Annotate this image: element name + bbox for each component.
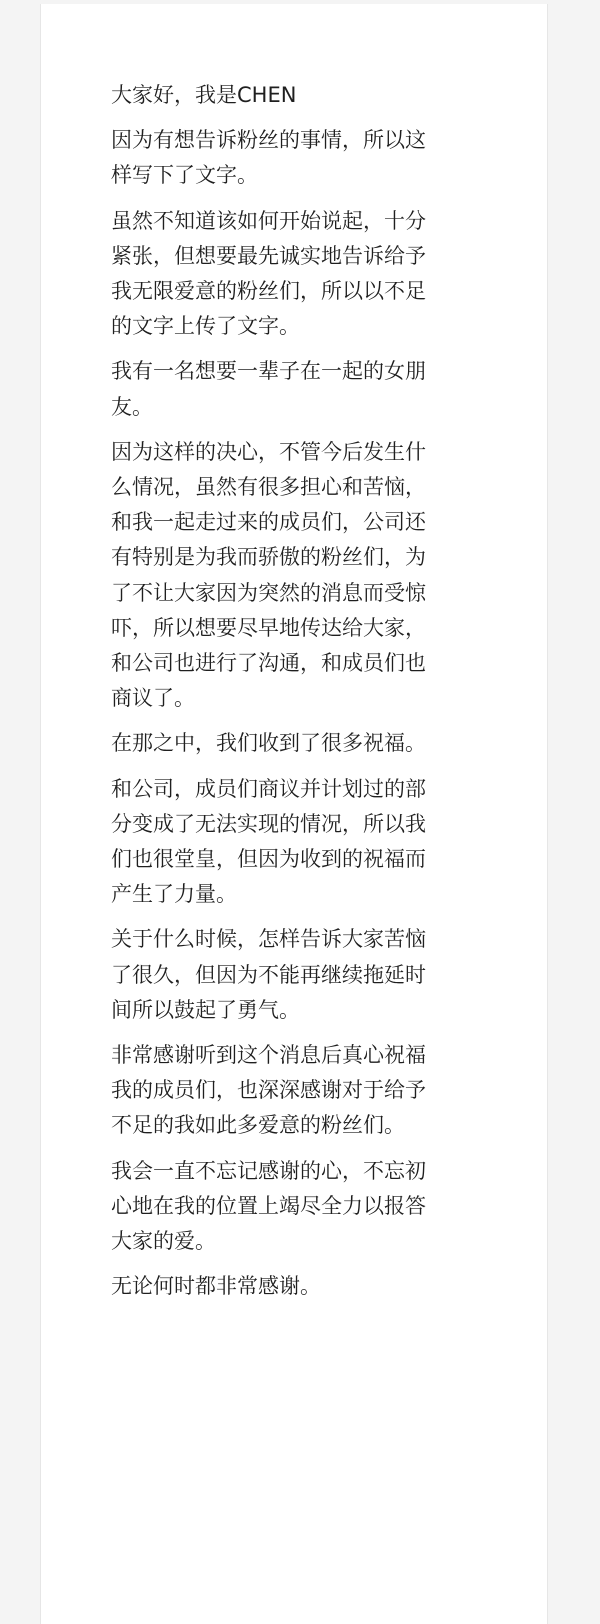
letter-paragraph: [111, 922, 531, 1028]
paragraph-line: 有特别是为我而骄傲的粉丝们，为: [111, 545, 426, 570]
paragraph-line: 产生了力量。: [111, 882, 237, 907]
paragraph-line: 因为这样的决心，不管今后发生什: [111, 439, 426, 464]
paragraph-line: 和公司，成员们商议并计划过的部: [111, 776, 426, 801]
paragraph-line: 在那之中，我们收到了很多祝福。: [111, 731, 426, 756]
paragraph-line: 我的成员们，也深深感谢对于给予: [111, 1078, 426, 1103]
letter-paragraph: [111, 435, 531, 717]
paragraph-line: 无论何时都非常感谢。: [111, 1274, 321, 1299]
paragraph-line: 我有一名想要一辈子在一起的女朋: [111, 359, 426, 384]
paragraph-line: 友。: [111, 394, 153, 419]
letter-paragraph: [111, 1154, 531, 1260]
letter-paragraph: [111, 772, 531, 913]
paragraph-line: 么情况，虽然有很多担心和苦恼，: [111, 475, 426, 500]
letter-paragraph: [111, 354, 531, 424]
letter-paragraph: [111, 1269, 531, 1304]
paragraph-line: 样写下了文字。: [111, 163, 258, 188]
paragraph-line: 我会一直不忘记感谢的心，不忘初: [111, 1158, 426, 1183]
letter-paragraph: [111, 204, 531, 345]
paragraph-line: 非常感谢听到这个消息后真心祝福: [111, 1043, 426, 1068]
paragraph-line: 吓，所以想要尽早地传达给大家，: [111, 615, 426, 640]
paragraph-line: 和我一起走过来的成员们，公司还: [111, 510, 426, 535]
paragraph-line: 们也很堂皇，但因为收到的祝福而: [111, 847, 426, 872]
letter-paragraph: [111, 123, 531, 193]
paragraph-line: 间所以鼓起了勇气。: [111, 997, 300, 1022]
letter-paragraph: [111, 1038, 531, 1144]
greeting-paragraph: [111, 78, 531, 113]
paragraph-line: 不足的我如此多爱意的粉丝们。: [111, 1113, 405, 1138]
paragraph-line: 我无限爱意的粉丝们，所以以不足: [111, 279, 426, 304]
paragraph-line: 分变成了无法实现的情况，所以我: [111, 811, 426, 836]
paragraph-line: 大家的爱。: [111, 1229, 216, 1254]
greeting-line: 大家好，我是CHEN: [111, 83, 297, 107]
letter-body: [111, 78, 531, 1315]
paragraph-line: 的文字上传了文字。: [111, 314, 300, 339]
paragraph-line: 虽然不知道该如何开始说起，十分: [111, 208, 426, 233]
paragraph-line: 商议了。: [111, 686, 195, 711]
paragraph-line: 关于什么时候，怎样告诉大家苦恼: [111, 927, 426, 952]
paragraph-line: 因为有想告诉粉丝的事情，所以这: [111, 128, 426, 153]
paragraph-line: 心地在我的位置上竭尽全力以报答: [111, 1193, 426, 1218]
paragraph-line: 紧张，但想要最先诚实地告诉给予: [111, 243, 426, 268]
paragraph-line: 了不让大家因为突然的消息而受惊: [111, 580, 426, 605]
letter-paragraph: [111, 726, 531, 761]
letter-card: [40, 4, 548, 1624]
paragraph-line: 和公司也进行了沟通，和成员们也: [111, 651, 426, 676]
paragraph-line: 了很久，但因为不能再继续拖延时: [111, 962, 426, 987]
